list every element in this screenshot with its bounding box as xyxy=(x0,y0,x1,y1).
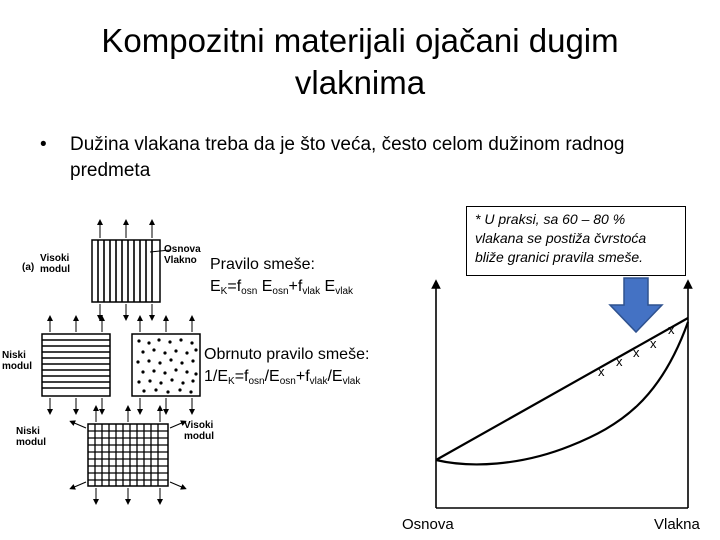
bullet-text: Dužina vlakana treba da je što veća, često celom dužinom radnog predmeta xyxy=(70,134,625,181)
formula-sub: vlak xyxy=(342,376,361,387)
formula-sub: osn xyxy=(248,376,265,387)
note-box: * U praksi, sa 60 – 80 % vlakana se postiža čvrstoća bliže granici pravila smeše. xyxy=(466,206,686,276)
data-marker: x xyxy=(633,345,640,360)
formula-part: +f xyxy=(288,278,303,295)
formula-sub: osn xyxy=(279,376,296,387)
bullet-dot: • xyxy=(40,134,47,155)
label-low-modulus-bottom: Niski modul xyxy=(16,426,46,448)
formula-part: /E xyxy=(264,368,280,385)
label-matrix-fiber: Osnova Vlakno xyxy=(164,244,201,266)
schematic-top-block xyxy=(92,222,170,318)
data-marker: x xyxy=(616,354,623,369)
formula-part: =f xyxy=(234,368,249,385)
formula-part: E xyxy=(210,278,221,295)
label-high-modulus-top: Visoki modul xyxy=(40,253,70,275)
schematic-bottom-block xyxy=(72,408,184,502)
data-marker: x xyxy=(650,336,657,351)
inverse-rule-label: Obrnuto pravilo smeše: xyxy=(204,346,370,363)
formula-part: 1/E xyxy=(204,368,229,385)
formula-sub: vlak xyxy=(302,286,321,297)
formula-sub: vlak xyxy=(335,286,354,297)
rule-of-mixtures xyxy=(210,254,353,303)
formula-part: +f xyxy=(295,368,310,385)
inverse-rule-of-mixtures xyxy=(204,344,369,393)
data-marker: x xyxy=(598,364,605,379)
rule-of-mixtures-formula xyxy=(210,276,353,303)
schematic-middle-left-block xyxy=(42,318,110,412)
formula-part: E xyxy=(257,278,273,295)
x-label-fibers: Vlakna xyxy=(654,516,700,533)
formula-sub: K xyxy=(220,286,228,297)
data-marker: x xyxy=(668,322,675,337)
panel-label-a: (a) xyxy=(22,262,35,273)
formula-sub: vlak xyxy=(309,376,328,387)
highlight-arrow xyxy=(610,278,662,332)
rule-of-mixtures-label: Pravilo smeše: xyxy=(210,256,315,273)
formula-sub: K xyxy=(228,376,235,387)
title-line-2: vlaknima xyxy=(294,64,426,101)
formula-sub: osn xyxy=(272,286,289,297)
schematic-middle-right-block xyxy=(132,318,200,412)
formula-sub: osn xyxy=(241,286,258,297)
formula-part: E xyxy=(320,278,336,295)
label-low-modulus-middle: Niski modul xyxy=(2,350,32,372)
formula-part: =f xyxy=(227,278,242,295)
formula-part: /E xyxy=(327,368,343,385)
label-high-modulus-bottom: Visoki modul xyxy=(184,420,214,442)
inverse-rule-formula xyxy=(204,366,369,393)
x-label-matrix: Osnova xyxy=(402,516,454,533)
title-line-1: Kompozitni materijali ojačani dugim xyxy=(101,22,619,59)
